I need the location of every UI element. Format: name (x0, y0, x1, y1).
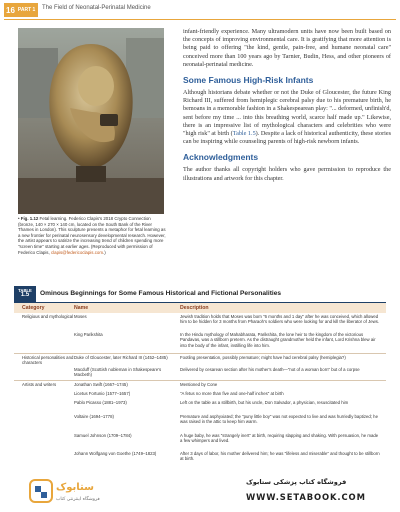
cell-name: Pablo Picasso (1881–1973) (74, 400, 127, 405)
cell-name: Voltaire (1694–1778) (74, 414, 114, 419)
setabook-logo (28, 476, 116, 506)
cell-description: Premature and asphyxiated; the "puny little boy" was not expected to live and was hurriedly baptized; he was raised in the attic to keep him warm. (180, 414, 378, 425)
table-tag (14, 286, 36, 302)
sculpture-photo (18, 28, 164, 214)
paragraph-high-risk-c: ). (255, 130, 260, 138)
cell-category: Religious and mythological (22, 314, 74, 319)
page-header (0, 0, 400, 20)
part-label: PART 1 (17, 7, 36, 13)
paragraph-acknowledgments: The author thanks all copyright holders who gave permission to reproduce the illustrations and artwork for this chapter. (183, 166, 391, 182)
page-number: 16 (6, 5, 15, 15)
cell-name: King Parikshita (74, 332, 103, 337)
paragraph-high-risk-a: Although historians debate whether or not the Duke of Gloucester, the future King Richard III, suffered from hemiplegic cerebral palsy due to his premature birth, he bemoans in a memorable fashion in a Shakespearean play: "... deformed, unfinish'd, sent before my time ... into this breathing world, scarce half made up." (183, 89, 391, 121)
cell-description: After 3 days of labor, his mother delivered him; he was "lifeless and miserable" and thought to be stillborn at birth. (180, 451, 380, 462)
column-header-name: Name (74, 305, 89, 311)
paragraph-high-risk-b: Likewise, there is an impressive list of mythological characters and celebrities who were "high risk" at birth ( (183, 113, 391, 138)
table-tag-number: 1.5 (20, 292, 30, 299)
cell-name: Samuel Johnson (1709–1784) (74, 433, 132, 438)
figure-caption-text: Fetal learning. Federico Clapis's 2018 Crypto Connection (bronze, 140 × 270 × 140 cm, located on the South Bank of the River Thames in London). This sculpture presents a metaphor for fetal learning as a new frontier for perinatal neurosensory developmental research. However, the artist appears to satirize the increasing trend of children spending more "screen time" starting at earlier ages. (Reproduced with permission of Federico Clapis, (18, 216, 166, 255)
sculpture-illustration (18, 28, 164, 214)
figure-label: • Fig. 1.12 (18, 216, 39, 221)
cell-description: In the Hindu mythology of Mahabharata, Parikshita, the lone heir to the kingdom of the victorious Pandavas, was a stillborn preterm. As the distraught grandmother held the infant, Lord Krishna blew air into the body of the infant, instilling life into him. (180, 332, 376, 348)
cell-description: Delivered by cesarean section after his mother's death—"not of a woman born" but of a corpse (180, 367, 360, 372)
cell-name: Macduff (Scottish nobleman in Shakespeare's Macbeth) (74, 367, 162, 378)
cell-description: "A fetus no more than five and one-half inches" at birth (180, 391, 284, 396)
artist-email-link[interactable]: clapis@federicoclapis.com (50, 249, 103, 255)
cell-description: Jewish tradition holds that Moses was born "6 months and 1 day" after he was conceived, which allowed him to be hidden for 3 months from Pharaoh's soldiers who were looking for and kill the liberator of Jews. (180, 314, 380, 325)
cell-name: Duke of Gloucester, later Richard III (1452–1485) (74, 355, 168, 360)
table-tag-word: TABLE (18, 288, 32, 293)
table-column-headers (14, 303, 386, 313)
cell-name: Johann Wolfgang von Goethe (1749–1823) (74, 451, 157, 456)
column-header-category: Category (22, 305, 45, 311)
cell-description: Mentioned by Cone (180, 382, 218, 387)
store-footer (0, 470, 400, 512)
table-group-separator (14, 380, 386, 381)
column-header-description: Description (180, 305, 209, 311)
logo-text: ستابوک (56, 482, 94, 493)
header-rule (4, 19, 396, 20)
paragraph-intro: infant-friendly experience. Many ultramodern units have now been built based on the concepts of improving environmental care. It is gratifying that more attention is being paid to offering "the kind, gentle, pain-free, and humane neonatal care" conceived more than 100 years ago by Tarnier, Budin, Hess, and other pioneers of neonatal-perinatal medicine. (183, 28, 391, 68)
cell-category: Artists and writers (22, 382, 57, 387)
store-name: فروشگاه کتاب پزشکی ستابوک (246, 478, 347, 486)
table-reference-link[interactable]: Table 1.5 (232, 130, 256, 138)
chapter-title: The Field of Neonatal-Perinatal Medicine (42, 5, 151, 11)
cell-description: Footling presentation, possibly premature; might have had cerebral palsy (hemiplegia?) (180, 355, 346, 360)
cell-description: Left on the table as a stillbirth, but his uncle, Don Salvador, a physician, resuscitated him (180, 400, 349, 405)
setabook-logo-mark (30, 480, 100, 502)
page-number-box (4, 3, 38, 17)
table-header (14, 286, 386, 302)
figure-caption-end: .) (103, 249, 106, 255)
cell-name: Moses (74, 314, 87, 319)
cell-name: Licetus Fortunio (1577–1657) (74, 391, 131, 396)
logo-subtext: فروشگاه اینترنتی کتاب (56, 497, 100, 502)
paragraph-high-risk-d: Despite a lack of historical authenticity, these stories can be inspiring while counseling parents of high-risk newborn infants. (183, 130, 392, 146)
figure-caption (18, 216, 168, 255)
cell-description: A huge baby, he was "strangely inert" at birth, requiring slapping and shaking. With persuasion, he made a few whimpers and lived. (180, 433, 379, 444)
cell-category: Historical personalities and characters (22, 355, 74, 366)
section-heading-acknowledgments: Acknowledgments (183, 152, 259, 163)
article-column (183, 28, 391, 185)
store-website-link[interactable]: WWW.SETABOOK.COM (246, 492, 366, 502)
table-title: Ominous Beginnings for Some Famous Historical and Fictional Personalities (40, 290, 282, 297)
table-group-separator (14, 353, 386, 354)
cell-name: Jonathan Swift (1667–1745) (74, 382, 128, 387)
paragraph-high-risk (183, 89, 391, 146)
section-heading-high-risk-infants: Some Famous High-Risk Infants (183, 75, 314, 86)
